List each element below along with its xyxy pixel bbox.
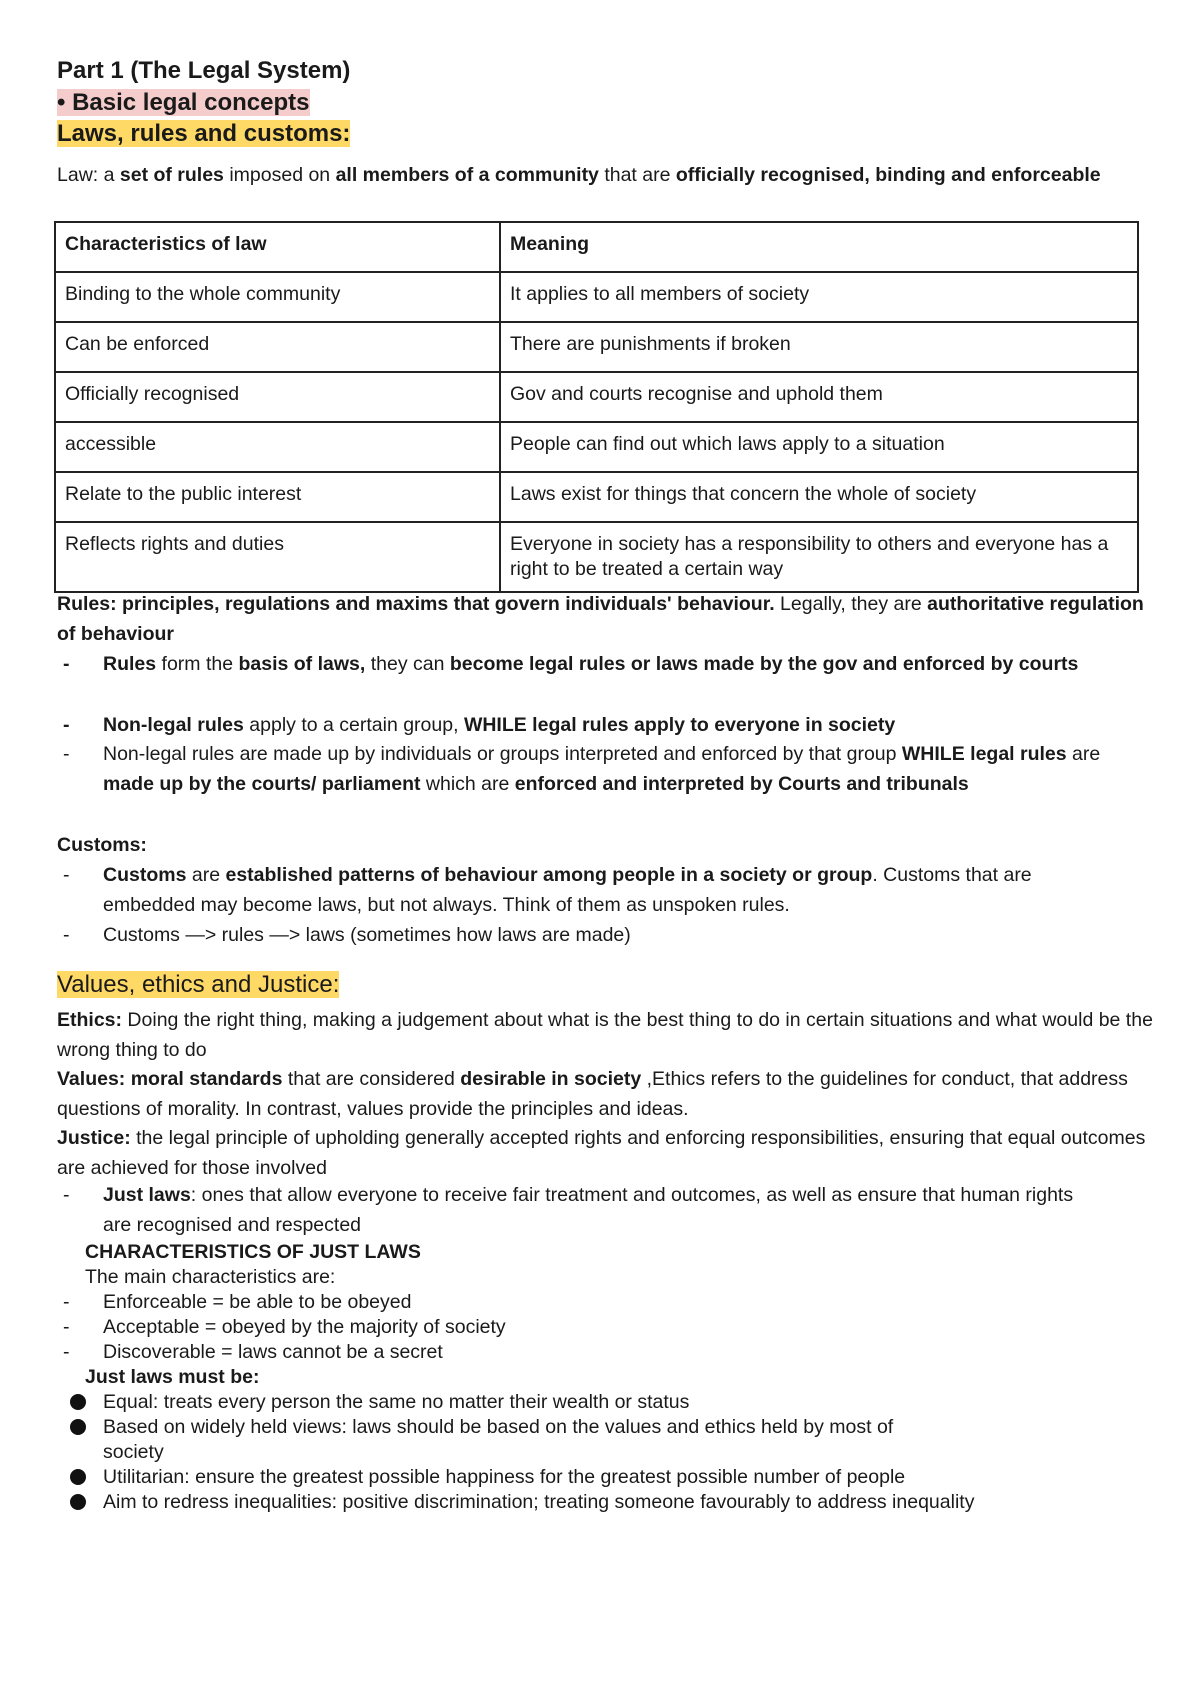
customs-label: Customs: [57,834,147,856]
table-row [55,522,1138,592]
ethics-definition: Ethics: Doing the right thing, making a judgement about what is the best thing to do in certain situations and what would be the wrong thing to do [57,1009,1153,1061]
bullet-icon [70,1419,86,1435]
list-item: Equal: treats every person the same no matter their wealth or status [0,1390,1100,1415]
table-cell: Gov and courts recognise and uphold them [500,372,1138,422]
rules-definition: Rules: principles, regulations and maxims that govern individuals' behaviour. Legally, they are authoritative regulation of behaviour [57,593,1144,645]
list-item: - Just laws: ones that allow everyone to receive fair treatment and outcomes, as well as ensure that human rights are recognised and respected [63,1184,1074,1236]
table-cell: Can be enforced [55,322,500,372]
list-item: - Non-legal rules are made up by individuals or groups interpreted and enforced by that group WHILE legal rules are made up by the courts/ parliament which are enforced and interpreted by Courts and tribunals [63,743,1101,795]
table-header-cell: Characteristics of law [55,222,500,272]
table-cell: There are punishments if broken [500,322,1138,372]
table-cell: Binding to the whole community [55,272,500,322]
justice-definition: Justice: the legal principle of upholding generally accepted rights and enforcing responsibilities, ensuring that equal outcomes are achieved for those involved [57,1127,1146,1179]
table-cell: Laws exist for things that concern the whole of society [500,472,1138,522]
characteristics-intro: The main characteristics are: [85,1266,336,1288]
list-item: Aim to redress inequalities: positive discrimination; treating someone favourably to address inequality [0,1490,1100,1540]
list-item: - Customs are established patterns of behaviour among people in a society or group. Customs that are embedded may become laws, but not always. Think of them as unspoken rules. [63,864,1032,916]
values-definition: Values: moral standards that are considered desirable in society ,Ethics refers to the guidelines for conduct, that address questions of morality. In contrast, values provide the principles and ideas. [57,1068,1128,1120]
list-item: Based on widely held views: laws should be based on the values and ethics held by most of society [0,1415,1100,1465]
table-cell: accessible [55,422,500,472]
list-item: - Non-legal rules apply to a certain group, WHILE legal rules apply to everyone in society [63,714,896,736]
bullet-icon [70,1494,86,1510]
bullet-icon [70,1394,86,1410]
bullet-icon [70,1469,86,1485]
table-row [55,472,1138,522]
table-cell: Officially recognised [55,372,500,422]
table-cell: Everyone in society has a responsibility to others and everyone has a right to be treated a certain way [500,522,1138,592]
list-item: Utilitarian: ensure the greatest possible happiness for the greatest possible number of people [0,1465,1100,1490]
law-definition: Law: a set of rules imposed on all members of a community that are officially recognised, binding and enforceable [57,164,1101,186]
table-cell: Relate to the public interest [55,472,500,522]
basic-concepts-heading: • Basic legal concepts [57,89,310,116]
table-cell: Reflects rights and duties [55,522,500,592]
list-item: - Enforceable = be able to be obeyed [63,1291,412,1313]
list-item: - Acceptable = obeyed by the majority of society [63,1316,506,1338]
just-laws-characteristics-heading: CHARACTERISTICS OF JUST LAWS [85,1241,421,1263]
table-cell: It applies to all members of society [500,272,1138,322]
just-laws-must-be-label: Just laws must be: [85,1366,260,1388]
list-item: - Discoverable = laws cannot be a secret [63,1341,443,1363]
part-title: Part 1 (The Legal System) [57,57,351,84]
table-row [55,422,1138,472]
list-item: - Rules form the basis of laws, they can become legal rules or laws made by the gov and enforced by courts [63,653,1079,675]
laws-rules-customs-heading: Laws, rules and customs: [57,120,351,147]
list-item: - Customs —> rules —> laws (sometimes how laws are made) [63,924,631,946]
table-row [55,372,1138,422]
values-ethics-justice-heading: Values, ethics and Justice: [57,971,340,998]
table-header-cell: Meaning [500,222,1138,272]
table-row [55,322,1138,372]
table-header-row [55,222,1138,272]
characteristics-table [54,221,1139,593]
table-row [55,272,1138,322]
table-cell: People can find out which laws apply to a situation [500,422,1138,472]
